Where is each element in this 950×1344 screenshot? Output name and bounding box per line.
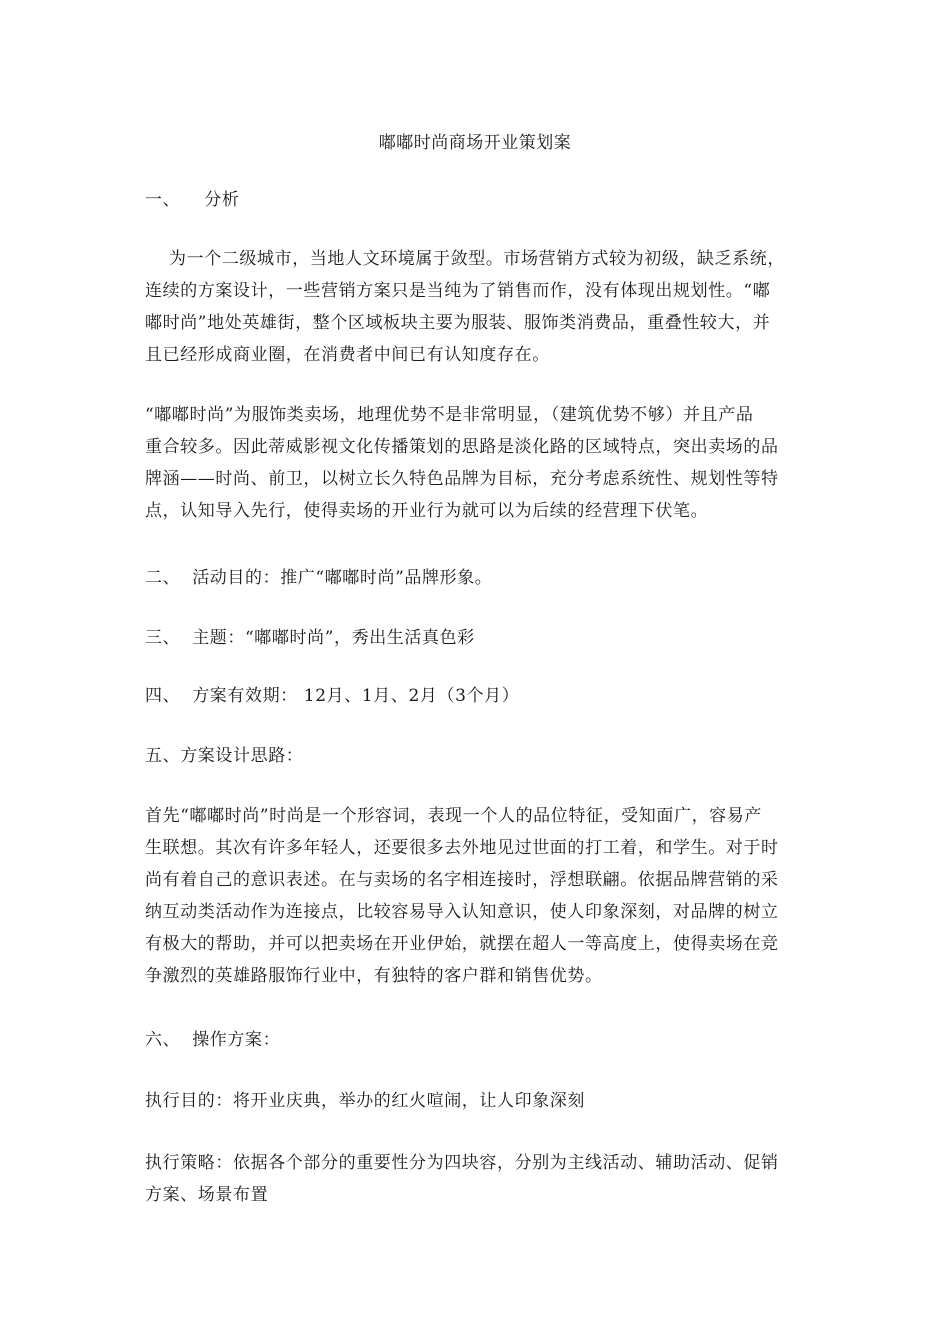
section-1-heading: 一、 分析 [145,190,240,210]
section-4-validity: 四、 方案有效期： 12月、1月、2月（3个月） [145,686,520,706]
document-title: 嘟嘟时尚商场开业策划案 [378,133,572,153]
paragraph-line: “嘟嘟时尚”为服饰类卖场，地理优势不是非常明显，（建筑优势不够）并且产品 [145,405,754,425]
section-1-paragraph-2 [145,399,815,527]
paragraph-line: 点，认知导入先行，使得卖场的开业行为就可以为后续的经营理下伏笔。 [145,501,709,521]
section-1-paragraph-1 [145,243,815,371]
paragraph-line: 争激烈的英雄路服饰行业中，有独特的客户群和销售优势。 [145,966,603,986]
paragraph-line: 执行策略：依据各个部分的重要性分为四块容，分别为主线活动、辅助活动、促销 [145,1153,779,1173]
paragraph-line: 纳互动类活动作为连接点，比较容易导入认知意识，使人印象深刻，对品牌的树立 [145,902,779,922]
paragraph-line: 为一个二级城市，当地人文环境属于敛型。市场营销方式较为初级，缺乏系统， [145,249,786,269]
paragraph-line: 有极大的帮助，并可以把卖场在开业伊始，就摆在超人一等高度上，使得卖场在竞 [145,934,779,954]
paragraph-line: 且已经形成商业圈，在消费者中间已有认知度存在。 [145,345,550,365]
paragraph-line: 嘟时尚”地处英雄街，整个区域板块主要为服装、服饰类消费品，重叠性较大，并 [145,313,771,333]
paragraph-line: 方案、场景布置 [145,1185,269,1205]
paragraph-line: 牌涵——时尚、前卫，以树立长久特色品牌为目标，充分考虑系统性、规划性等特 [145,469,779,489]
section-5-paragraph [145,800,815,992]
paragraph-line: 首先“嘟嘟时尚”时尚是一个形容词，表现一个人的品位特征，受知面广，容易产 [145,806,762,826]
paragraph-line: 尚有着自己的意识表述。在与卖场的名字相连接时，浮想联翩。依据品牌营销的采 [145,870,779,890]
paragraph-line: 连续的方案设计，一些营销方案只是当纯为了销售而作，没有体现出规划性。“嘟 [145,281,771,301]
paragraph-line: 重合较多。因此蒂威影视文化传播策划的思路是淡化路的区域特点，突出卖场的品 [145,437,779,457]
section-6-strategy [145,1147,815,1211]
section-6-heading: 六、 操作方案： [145,1030,281,1050]
section-2-goal: 二、 活动目的：推广“嘟嘟时尚”品牌形象。 [145,568,493,588]
section-6-goal: 执行目的：将开业庆典，举办的红火喧闹，让人印象深刻 [145,1091,585,1111]
paragraph-line: 生联想。其次有许多年轻人，还要很多去外地见过世面的打工着，和学生。对于时 [145,838,779,858]
section-3-theme: 三、 主题：“嘟嘟时尚”，秀出生活真色彩 [145,628,475,648]
section-5-heading: 五、方案设计思路： [145,746,304,766]
